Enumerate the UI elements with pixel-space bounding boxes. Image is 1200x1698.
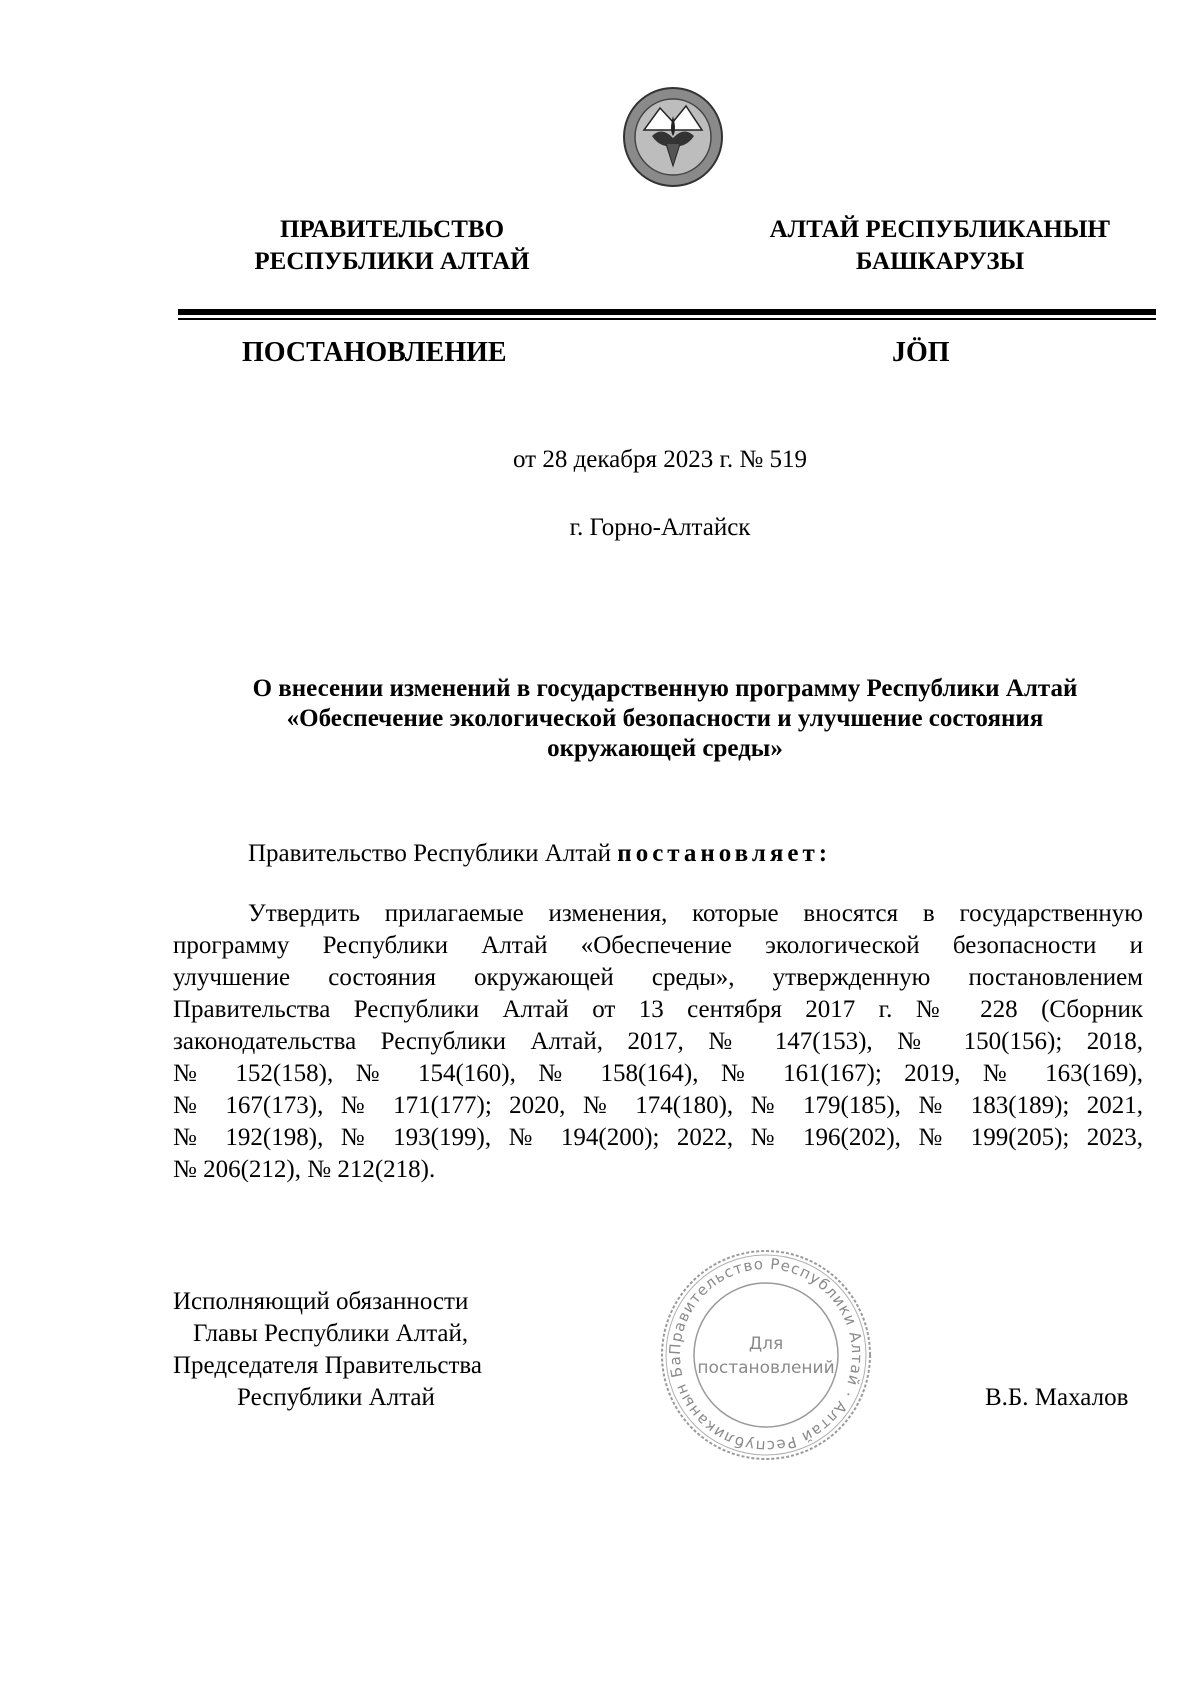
body-line: законодательства Республики Алтай, 2017, № 147(153), № 150(156); 2018, — [173, 1028, 1143, 1055]
government-name-alt-line1: АЛТАЙ РЕСПУБЛИКАНЫҤ — [769, 216, 1111, 243]
seal-center-line1: Для — [748, 1334, 784, 1354]
coat-of-arms-icon — [622, 86, 724, 188]
document-date-number: от 28 декабря 2023 г. № 519 — [512, 446, 808, 473]
seal-center-line2: постановлений — [697, 1358, 835, 1378]
signatory-title-line4: Республики Алтай — [237, 1384, 435, 1411]
signatory-title-line3: Председателя Правительства — [173, 1352, 482, 1379]
body-line: улучшение состояния окружающей среды», утвержденную постановлением — [173, 964, 1143, 991]
signatory-name: В.Б. Махалов — [985, 1384, 1129, 1411]
signatory-title-line2: Главы Республики Алтай, — [193, 1320, 469, 1347]
title-line-1: О внесении изменений в государственную программу Республики Алтай — [252, 675, 1078, 702]
document-type-alt: JӦП — [892, 337, 950, 368]
document-title — [185, 674, 1145, 764]
header-divider-thick — [178, 309, 1156, 315]
official-seal-icon — [656, 1245, 876, 1465]
document-body — [173, 898, 1143, 1186]
body-line: Утвердить прилагаемые изменения, которые вносятся в государственную — [248, 900, 1143, 927]
government-name-alt-line2: БАШКАРУЗЫ — [855, 248, 1025, 275]
government-name-alt — [730, 214, 1150, 278]
resolution-prefix: Правительство Республики Алтай — [248, 840, 618, 867]
body-line: № 192(198), № 193(199), № 194(200); 2022, № 196(202), № 199(205); 2023, — [173, 1124, 1143, 1151]
body-line: программу Республики Алтай «Обеспечение экологической безопасности и — [173, 932, 1143, 959]
header-divider-thin — [178, 318, 1156, 320]
government-name-ru — [232, 214, 552, 278]
document-city: г. Горно-Алтайск — [569, 514, 751, 541]
resolution-statement — [248, 839, 831, 869]
government-name-ru-line1: ПРАВИТЕЛЬСТВО — [279, 216, 505, 243]
body-line: № 167(173), № 171(177); 2020, № 174(180), № 179(185), № 183(189); 2021, — [173, 1092, 1143, 1119]
body-line: Правительства Республики Алтай от 13 сентября 2017 г. № 228 (Сборник — [173, 996, 1143, 1023]
title-line-2: «Обеспечение экологической безопасности и улучшение состояния — [286, 705, 1044, 732]
body-line: № 152(158), № 154(160), № 158(164), № 161(167); 2019, № 163(169), — [173, 1060, 1143, 1087]
signatory-title — [173, 1286, 482, 1414]
body-line: № 206(212), № 212(218). — [173, 1156, 436, 1183]
resolution-verb: постановляет: — [617, 840, 832, 867]
signatory-title-line1: Исполняющий обязанности — [173, 1288, 469, 1315]
government-name-ru-line2: РЕСПУБЛИКИ АЛТАЙ — [254, 248, 530, 275]
seal-ring-text: Правительство Республики Алтай · Алтай Республиканын Ба — [665, 1254, 867, 1456]
document-type-ru: ПОСТАНОВЛЕНИЕ — [242, 337, 507, 368]
title-line-3: окружающей среды» — [547, 735, 783, 762]
